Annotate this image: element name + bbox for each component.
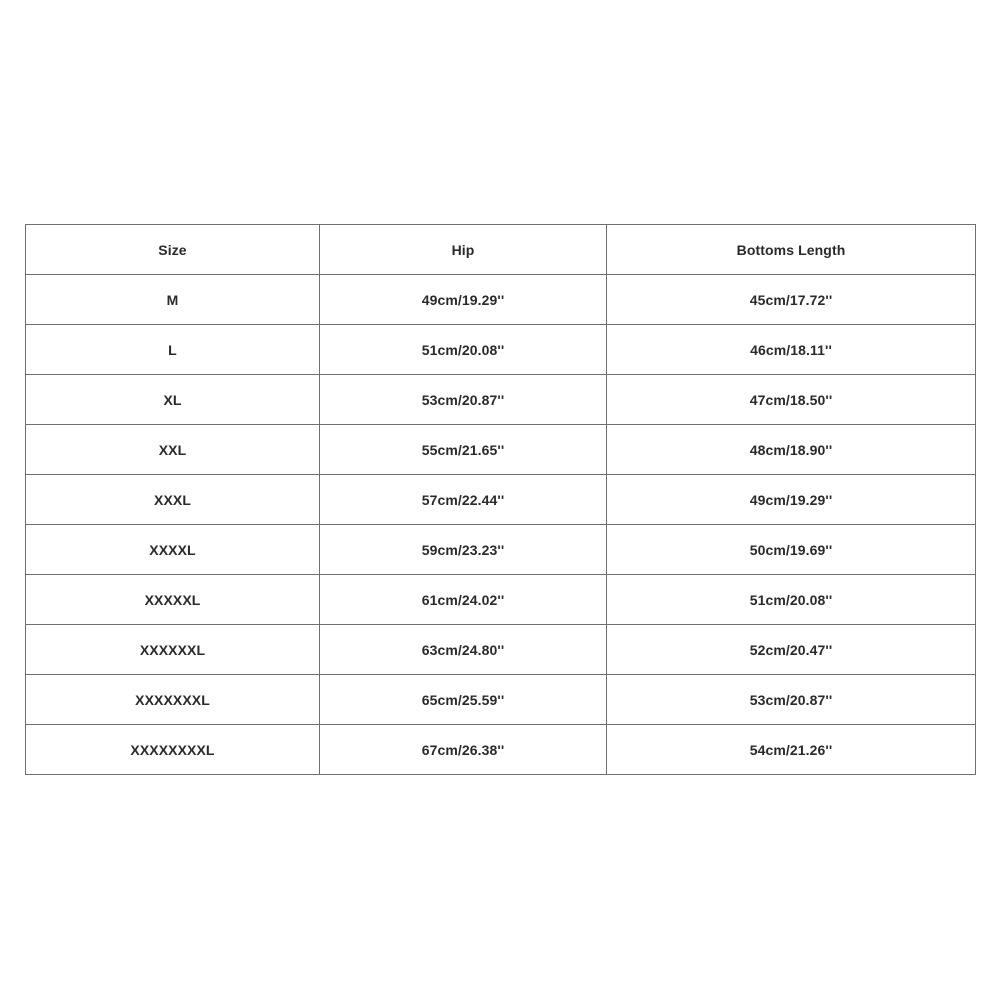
cell-hip: 55cm/21.65''	[320, 425, 607, 475]
cell-hip: 65cm/25.59''	[320, 675, 607, 725]
cell-hip: 63cm/24.80''	[320, 625, 607, 675]
table-header	[26, 225, 976, 275]
cell-bottoms-length: 48cm/18.90''	[607, 425, 976, 475]
cell-hip: 67cm/26.38''	[320, 725, 607, 775]
cell-size: XXXXXXXXL	[26, 725, 320, 775]
table-body	[26, 275, 976, 775]
cell-size: XXXXXXXL	[26, 675, 320, 725]
cell-bottoms-length: 46cm/18.11''	[607, 325, 976, 375]
cell-hip: 61cm/24.02''	[320, 575, 607, 625]
cell-size: M	[26, 275, 320, 325]
table-row	[26, 575, 976, 625]
cell-hip: 59cm/23.23''	[320, 525, 607, 575]
cell-size: XXXL	[26, 475, 320, 525]
cell-hip: 57cm/22.44''	[320, 475, 607, 525]
cell-size: XXL	[26, 425, 320, 475]
cell-size: L	[26, 325, 320, 375]
header-hip: Hip	[320, 225, 607, 275]
table-row	[26, 725, 976, 775]
cell-size: XL	[26, 375, 320, 425]
cell-bottoms-length: 52cm/20.47''	[607, 625, 976, 675]
table-row	[26, 625, 976, 675]
table-row	[26, 425, 976, 475]
cell-size: XXXXL	[26, 525, 320, 575]
size-chart-table	[25, 224, 976, 775]
cell-size: XXXXXXL	[26, 625, 320, 675]
table-row	[26, 325, 976, 375]
table-row	[26, 675, 976, 725]
cell-bottoms-length: 53cm/20.87''	[607, 675, 976, 725]
header-bottoms-length: Bottoms Length	[607, 225, 976, 275]
cell-bottoms-length: 49cm/19.29''	[607, 475, 976, 525]
cell-bottoms-length: 54cm/21.26''	[607, 725, 976, 775]
table-row	[26, 375, 976, 425]
cell-bottoms-length: 51cm/20.08''	[607, 575, 976, 625]
cell-size: XXXXXL	[26, 575, 320, 625]
cell-bottoms-length: 50cm/19.69''	[607, 525, 976, 575]
cell-hip: 49cm/19.29''	[320, 275, 607, 325]
header-size: Size	[26, 225, 320, 275]
table-row	[26, 275, 976, 325]
cell-hip: 51cm/20.08''	[320, 325, 607, 375]
table-row	[26, 525, 976, 575]
cell-bottoms-length: 47cm/18.50''	[607, 375, 976, 425]
header-row	[26, 225, 976, 275]
cell-bottoms-length: 45cm/17.72''	[607, 275, 976, 325]
cell-hip: 53cm/20.87''	[320, 375, 607, 425]
table-row	[26, 475, 976, 525]
